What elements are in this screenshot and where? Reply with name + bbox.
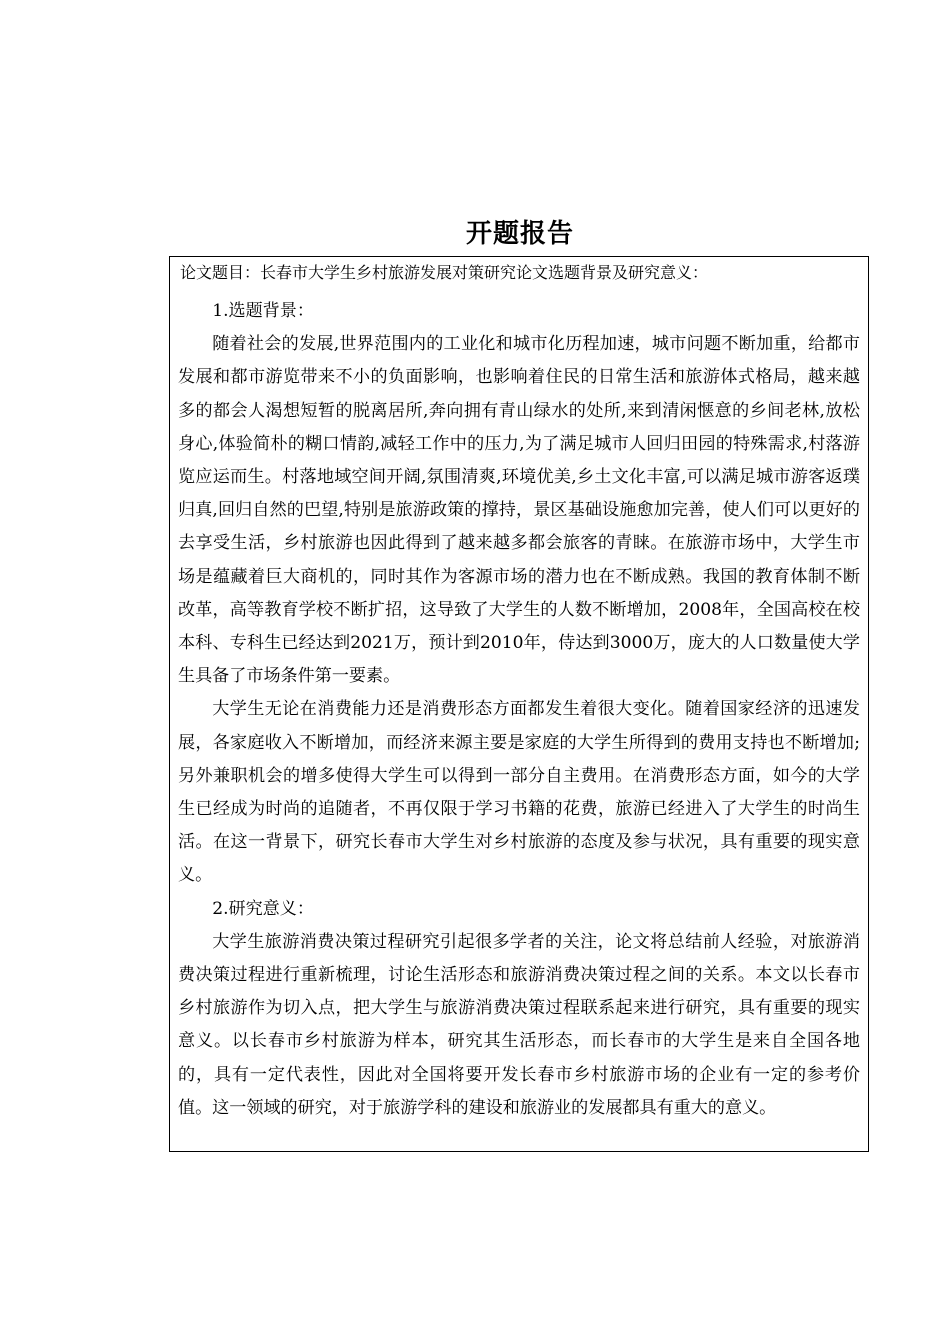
page-title: 开题报告 xyxy=(465,219,574,249)
section-heading-significance: 2.研究意义： xyxy=(212,898,314,919)
section-heading-background: 1.选题背景： xyxy=(212,301,314,321)
report-table-cell xyxy=(169,256,869,1152)
thesis-subject-line: 论文题目：长春市大学生乡村旅游发展对策研究论文选题背景及研究意义： xyxy=(180,263,709,282)
report-body xyxy=(178,295,860,1125)
paragraph: 大学生无论在消费能力还是消费形态方面都发生着很大变化。随着国家经济的迅速发展，各家庭收入不断增加，而经济来源主要是家庭的大学生所得到的费用支持也不断增加;另外兼职机会的增多使得大学生可以得到一部分自主费用。在消费形态方面，如今的大学生已经成为时尚的追随者，不再仅限于学习书籍的花费，旅游已经进入了大学生的时尚生活。在这一背景下，研究长春市大学生对乡村旅游的态度及参与状况，具有重要的现实意义。 xyxy=(178,699,860,886)
paragraph: 随着社会的发展,世界范围内的工业化和城市化历程加速，城市问题不断加重，给都市发展和都市游览带来不小的负面影响，也影响着住民的日常生活和旅游体式格局，越来越多的都会人渴想短暂的脱离居所,奔向拥有青山绿水的处所,来到清闲惬意的乡间老林,放松身心,体验简朴的糊口情韵,减轻工作中的压力,为了满足城市人回归田园的特殊需求,村落游览应运而生。村落地域空间开阔,氛围清爽,环境优美,乡土文化丰富,可以满足城市游客返璞归真,回归自然的巴望,特别是旅游政策的撑持，景区基础设施愈加完善，使人们可以更好的去享受生活，乡村旅游也因此得到了越来越多都会旅客的青睐。在旅游市场中，大学生市场是蕴藏着巨大商机的，同时其作为客源市场的潜力也在不断成熟。我国的教育体制不断改革，高等教育学校不断扩招，这导致了大学生的人数不断增加，2008年，全国高校在校本科、专科生已经达到2021万，预计到2010年，侍达到3000万，庞大的人口数量使大学生具备了市场条件第一要素。 xyxy=(178,334,860,687)
paragraph: 大学生旅游消费决策过程研究引起很多学者的关注，论文将总结前人经验，对旅游消费决策过程进行重新梳理，讨论生活形态和旅游消费决策过程之间的关系。本文以长春市乡村旅游作为切入点，把大学生与旅游消费决策过程联系起来进行研究，具有重要的现实意义。以长春市乡村旅游为样本，研究其生活形态，而长春市的大学生是来自全国各地的，具有一定代表性，因此对全国将要开发长春市乡村旅游市场的企业有一定的参考价值。这一领域的研究，对于旅游学科的建设和旅游业的发展都具有重大的意义。 xyxy=(178,931,860,1118)
